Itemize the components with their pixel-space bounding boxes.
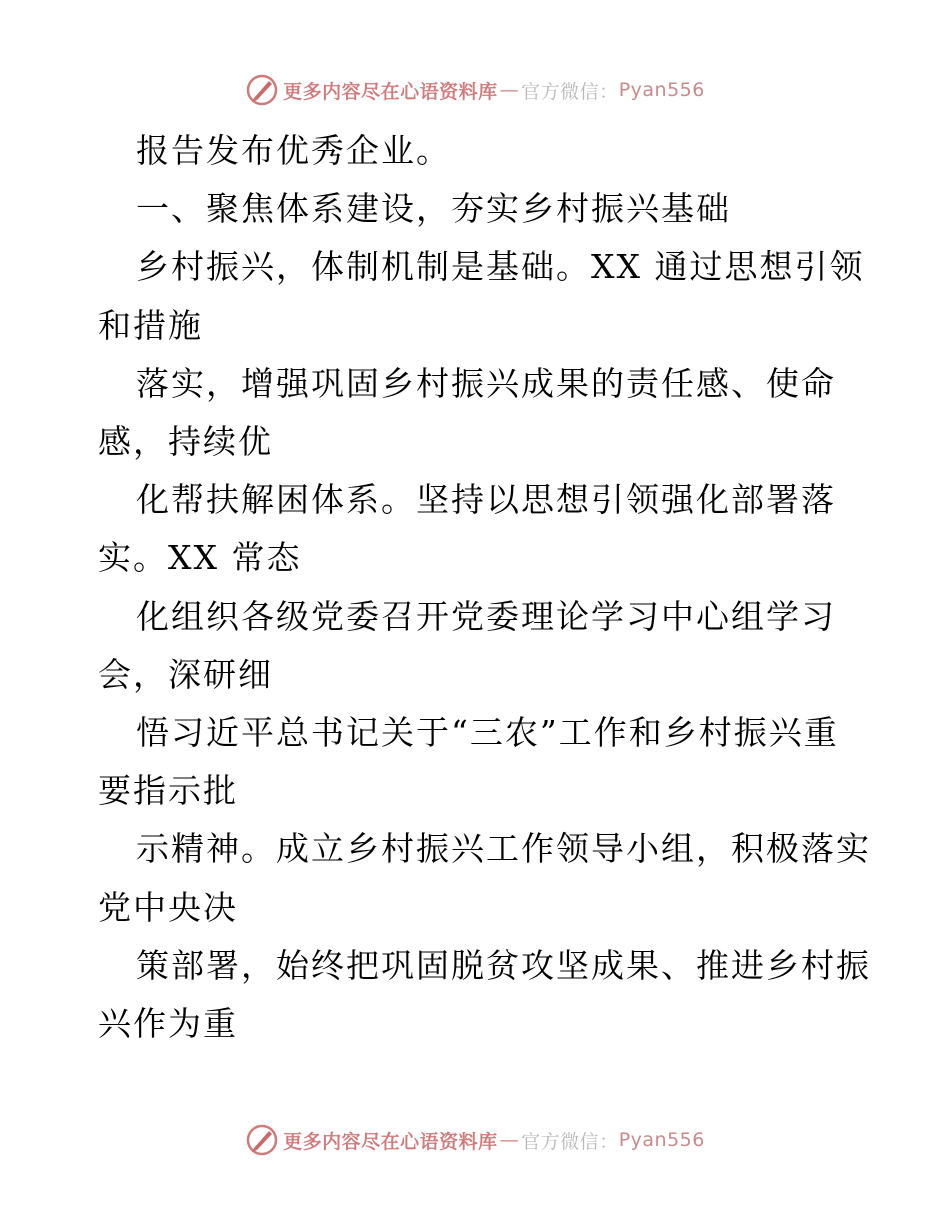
paragraph-line: 兴作为重 bbox=[98, 1004, 238, 1044]
paragraph-line: 化组织各级党委召开党委理论学习中心组学习 bbox=[136, 596, 836, 636]
document-body bbox=[98, 122, 878, 1053]
watermark-wechat-id: Pyan556 bbox=[618, 79, 705, 101]
paragraph-line: 和措施 bbox=[98, 305, 203, 345]
paragraph-line: 悟习近平总书记关于“三农”工作和乡村振兴重 bbox=[136, 713, 839, 753]
watermark-separator: — bbox=[499, 1129, 520, 1151]
paragraph-line: 党中央决 bbox=[98, 887, 238, 927]
paragraph-line: 落实，增强巩固乡村振兴成果的责任感、使命 bbox=[136, 363, 836, 403]
paragraph-line: 化帮扶解困体系。坚持以思想引领强化部署落 bbox=[136, 480, 836, 520]
paragraph-line: 要指示批 bbox=[98, 771, 238, 811]
paragraph-line: 报告发布优秀企业。 bbox=[136, 131, 451, 170]
paragraph-line: 乡村振兴，体制机制是基础。XX 通过思想引领 bbox=[136, 247, 865, 287]
paragraph-line: 会，深研细 bbox=[98, 654, 273, 694]
header-watermark bbox=[0, 70, 950, 110]
watermark-wechat-id: Pyan556 bbox=[618, 1129, 705, 1151]
pen-logo-icon bbox=[245, 73, 279, 107]
watermark-site-text: 更多内容尽在心语资料库 bbox=[283, 80, 498, 103]
watermark-site-text: 更多内容尽在心语资料库 bbox=[283, 1130, 498, 1153]
section-heading: 一、聚焦体系建设，夯实乡村振兴基础 bbox=[136, 189, 731, 229]
watermark-official-label: 官方微信： bbox=[521, 80, 619, 103]
footer-watermark bbox=[0, 1120, 950, 1160]
paragraph-line: 感，持续优 bbox=[98, 422, 273, 462]
paragraph-line: 示精神。成立乡村振兴工作领导小组，积极落实 bbox=[136, 829, 871, 869]
paragraph-line: 实。XX 常态 bbox=[98, 538, 302, 578]
pen-logo-icon bbox=[245, 1123, 279, 1157]
watermark-separator: — bbox=[499, 79, 520, 101]
watermark-official-label: 官方微信： bbox=[521, 1130, 619, 1153]
paragraph-line: 策部署，始终把巩固脱贫攻坚成果、推进乡村振 bbox=[136, 945, 871, 985]
